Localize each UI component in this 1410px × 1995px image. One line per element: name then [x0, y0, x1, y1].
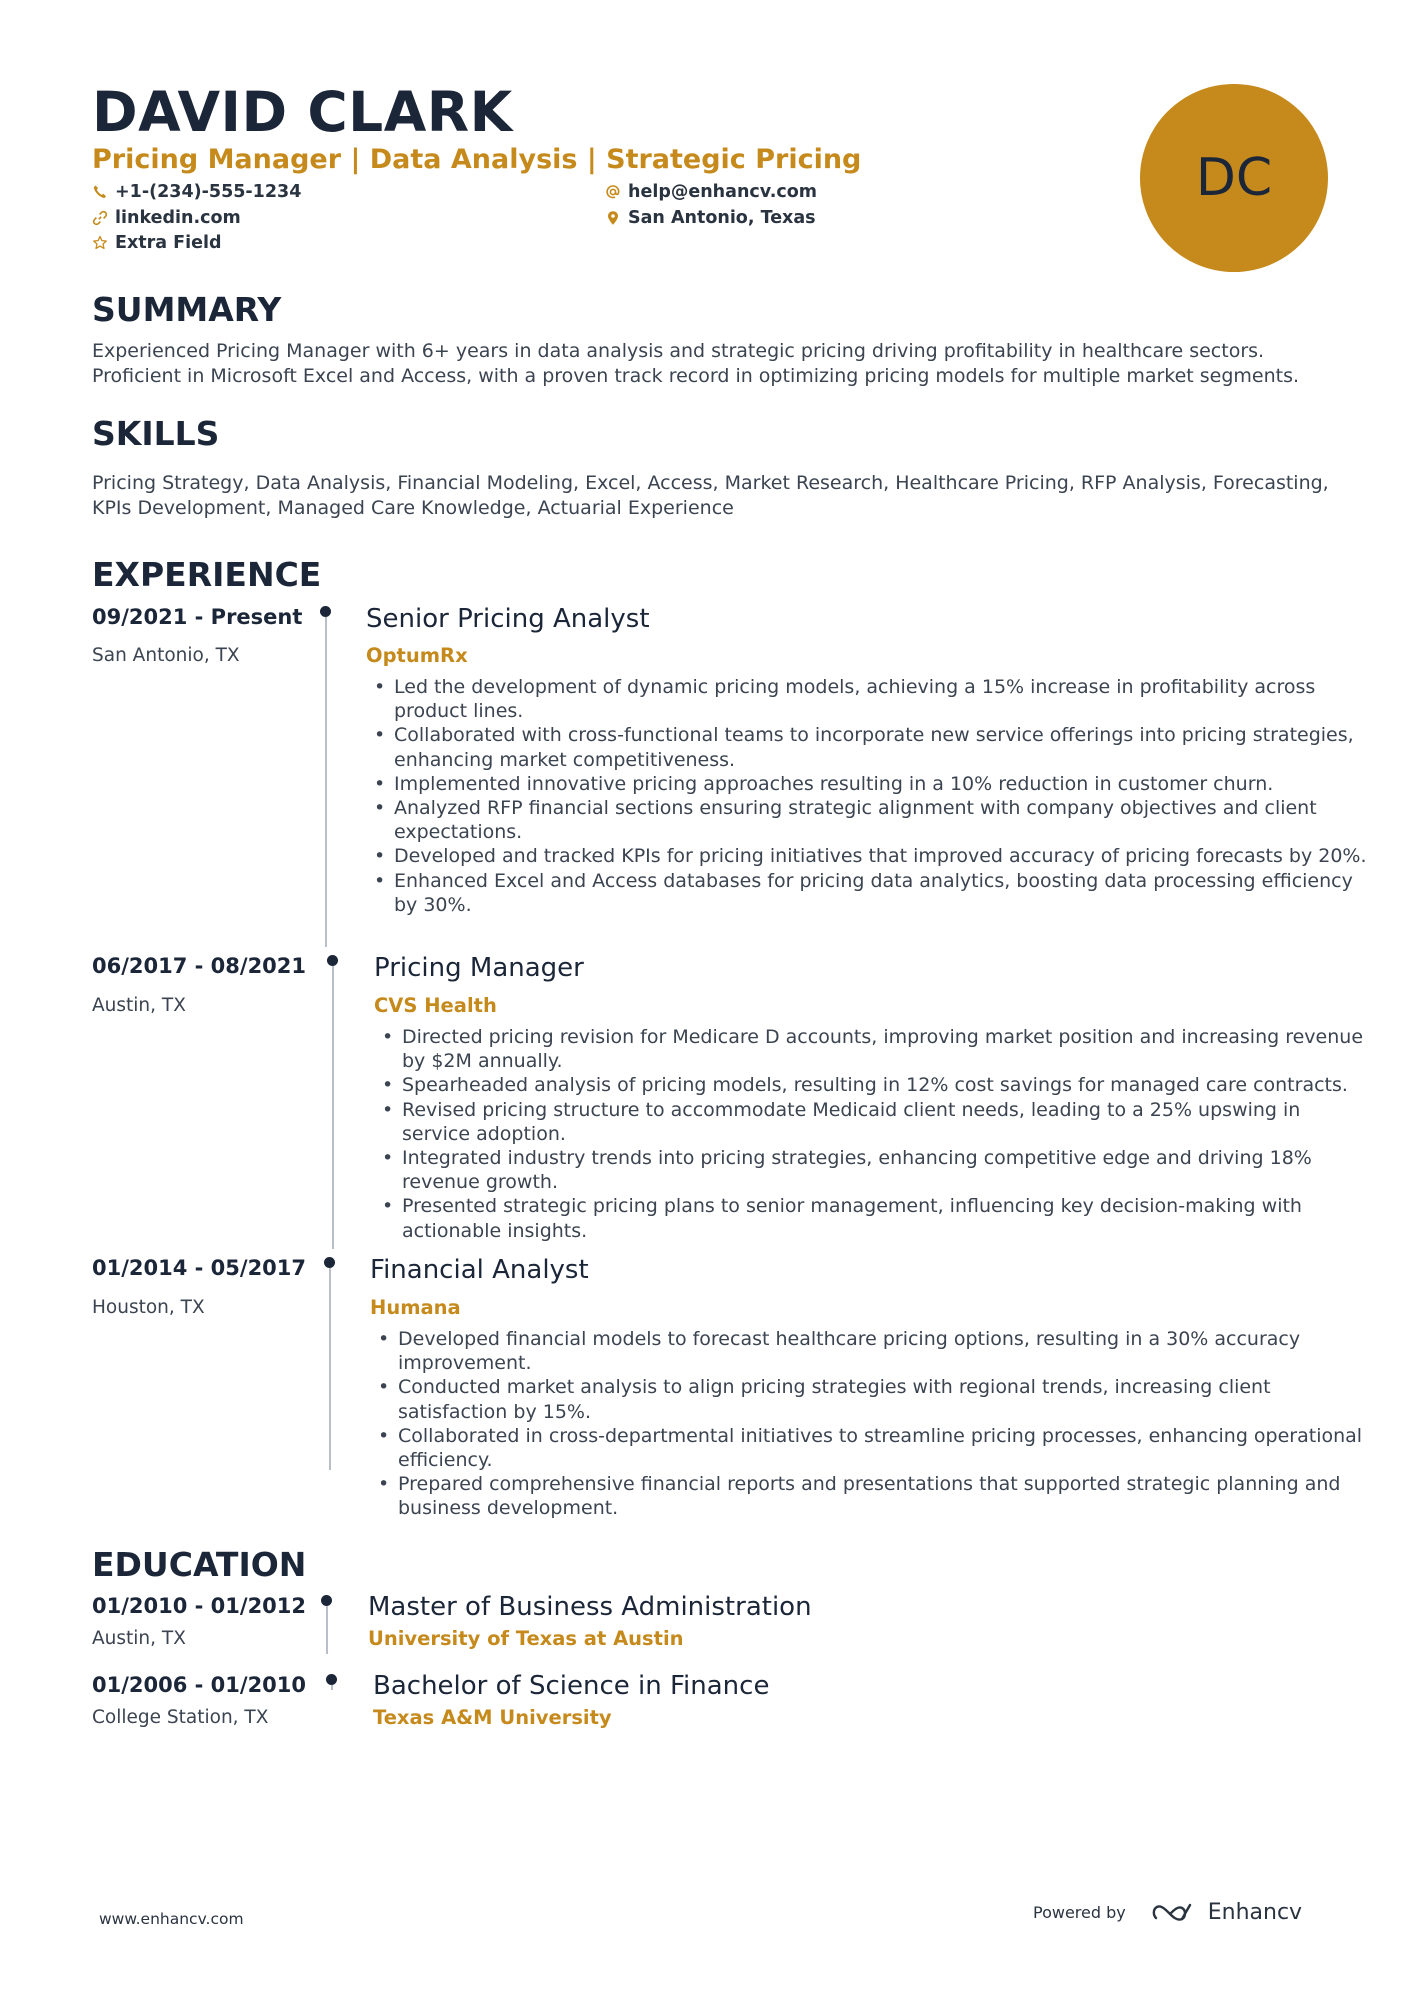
job-role: Pricing Manager	[374, 953, 584, 983]
job-dates: 06/2017 - 08/2021	[92, 954, 307, 978]
list-item: • Developed and tracked KPIs for pricing initiatives that improved accuracy of pricing forecasts by 20%.	[394, 844, 1369, 868]
list-item: • Collaborated in cross-departmental initiatives to streamline pricing processes, enhancing operational efficiency.	[398, 1424, 1368, 1472]
phone-text: +1-(234)-555-1234	[115, 182, 302, 202]
timeline-dot	[326, 1674, 337, 1685]
summary-title: SUMMARY	[92, 290, 282, 329]
edu-location: Austin, TX	[92, 1628, 186, 1649]
headline: Pricing Manager | Data Analysis | Strategic Pricing	[92, 144, 862, 175]
phone-icon	[92, 184, 108, 200]
timeline-line	[331, 1685, 333, 1690]
list-item: • Prepared comprehensive financial reports and presentations that supported strategic planning and business development.	[398, 1472, 1368, 1520]
job-dates: 01/2014 - 05/2017	[92, 1256, 307, 1280]
enhancv-logo-icon	[1152, 1901, 1198, 1925]
powered-by-text: Powered by	[1033, 1903, 1126, 1922]
list-item: • Enhanced Excel and Access databases for pricing data analytics, boosting data processing efficiency by 30%.	[394, 869, 1369, 917]
job-location: Houston, TX	[92, 1297, 205, 1318]
job-bullets	[370, 1327, 1368, 1521]
contact-linkedin[interactable]	[92, 208, 241, 228]
timeline-dot	[327, 955, 338, 966]
at-icon	[605, 184, 621, 200]
brand-name: Enhancv	[1207, 1900, 1303, 1925]
link-icon	[92, 210, 108, 226]
edu-location: College Station, TX	[92, 1707, 269, 1728]
email-text: help@enhancv.com	[628, 182, 818, 202]
skills-title: SKILLS	[92, 414, 220, 453]
edu-school: Texas A&M University	[373, 1706, 612, 1729]
list-item: • Led the development of dynamic pricing models, achieving a 15% increase in profitability across product lines.	[394, 675, 1369, 723]
timeline-dot	[320, 606, 331, 617]
location-text: San Antonio, Texas	[628, 208, 816, 228]
extra-text: Extra Field	[115, 233, 222, 253]
list-item: • Spearheaded analysis of pricing models, resulting in 12% cost savings for managed care contracts.	[402, 1073, 1370, 1097]
list-item: • Directed pricing revision for Medicare D accounts, improving market position and increasing revenue by $2M annually.	[402, 1025, 1370, 1073]
list-item: • Developed financial models to forecast healthcare pricing options, resulting in a 30% accuracy improvement.	[398, 1327, 1368, 1375]
timeline-line	[329, 1268, 331, 1470]
job-role: Financial Analyst	[370, 1255, 589, 1285]
location-pin-icon	[605, 210, 621, 226]
timeline-line	[325, 617, 327, 947]
timeline-dot	[321, 1595, 332, 1606]
timeline-dot	[324, 1257, 335, 1268]
contact-phone	[92, 182, 301, 202]
footer-website[interactable]: www.enhancv.com	[99, 1910, 244, 1928]
list-item: • Revised pricing structure to accommodate Medicaid client needs, leading to a 25% upswing in service adoption.	[402, 1098, 1370, 1146]
skills-text: Pricing Strategy, Data Analysis, Financial Modeling, Excel, Access, Market Research, Healthcare Pricing, RFP Analysis, Forecasting, KPIs Development, Managed Care Knowledge, Actuarial Experience	[92, 472, 1329, 519]
summary-text: Experienced Pricing Manager with 6+ years in data analysis and strategic pricing driving profitability in healthcare sectors. Proficient in Microsoft Excel and Access, with a proven track record in optimizing pricing models for multiple market segments.	[92, 340, 1300, 387]
edu-school: University of Texas at Austin	[368, 1627, 684, 1650]
job-dates: 09/2021 - Present	[92, 605, 303, 629]
job-location: San Antonio, TX	[92, 645, 240, 666]
timeline-line	[326, 1606, 328, 1654]
candidate-name: DAVID CLARK	[92, 80, 513, 144]
experience-title: EXPERIENCE	[92, 555, 322, 594]
job-company: OptumRx	[366, 644, 468, 667]
timeline-line	[332, 966, 334, 1249]
edu-degree: Master of Business Administration	[368, 1592, 812, 1622]
job-company: Humana	[370, 1296, 461, 1319]
list-item: • Implemented innovative pricing approaches resulting in a 10% reduction in customer churn.	[394, 772, 1369, 796]
job-bullets	[366, 675, 1369, 917]
star-icon	[92, 235, 108, 251]
job-bullets	[374, 1025, 1370, 1243]
list-item: • Analyzed RFP financial sections ensuring strategic alignment with company objectives and client expectations.	[394, 796, 1369, 844]
avatar: DC	[1140, 84, 1328, 272]
job-company: CVS Health	[374, 994, 497, 1017]
contact-extra	[92, 233, 222, 253]
edu-dates: 01/2006 - 01/2010	[92, 1673, 307, 1697]
list-item: • Conducted market analysis to align pricing strategies with regional trends, increasing client satisfaction by 15%.	[398, 1375, 1368, 1423]
education-title: EDUCATION	[92, 1545, 307, 1584]
list-item: • Presented strategic pricing plans to senior management, influencing key decision-making with actionable insights.	[402, 1194, 1370, 1242]
job-location: Austin, TX	[92, 995, 186, 1016]
edu-dates: 01/2010 - 01/2012	[92, 1594, 307, 1618]
edu-degree: Bachelor of Science in Finance	[373, 1671, 770, 1701]
job-role: Senior Pricing Analyst	[366, 604, 650, 634]
contact-location	[605, 208, 816, 228]
linkedin-text: linkedin.com	[115, 208, 241, 228]
footer-branding	[1033, 1900, 1302, 1925]
list-item: • Integrated industry trends into pricing strategies, enhancing competitive edge and driving 18% revenue growth.	[402, 1146, 1370, 1194]
list-item: • Collaborated with cross-functional teams to incorporate new service offerings into pricing strategies, enhancing market competitiveness.	[394, 723, 1369, 771]
contact-email[interactable]	[605, 182, 817, 202]
